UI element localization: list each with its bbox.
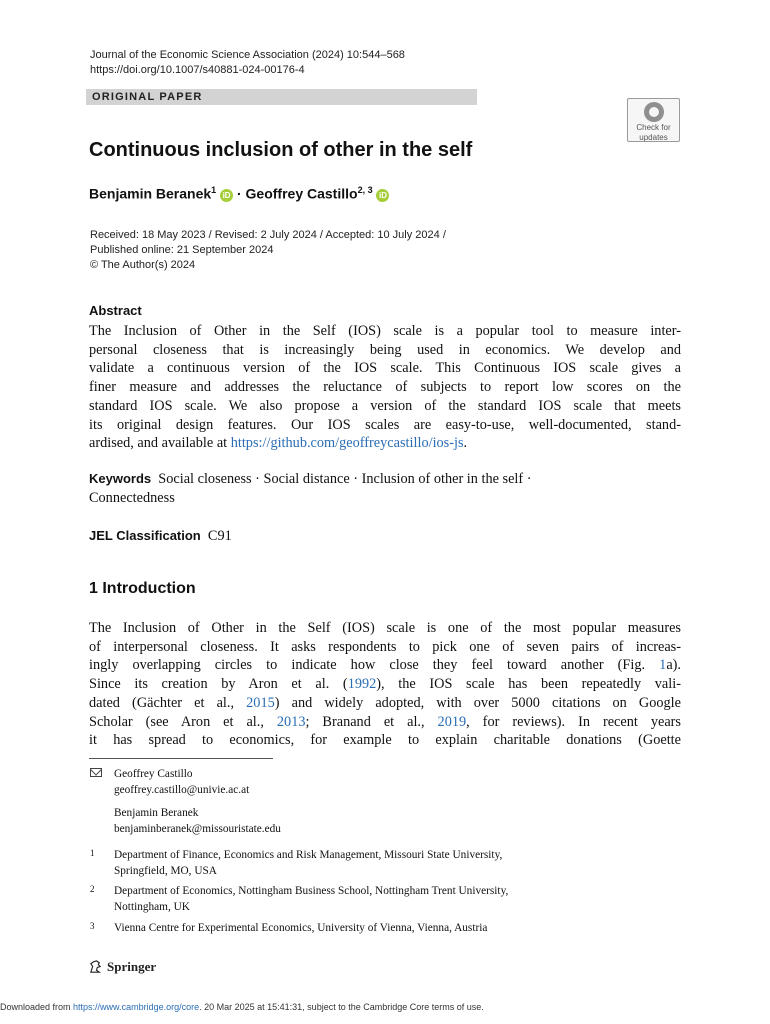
contact-block [114,766,281,837]
abstract-line: its original design features. Our IOS scales are easy-to-use, well-documented, stand- [89,416,681,433]
affiliation: Department of Economics, Nottingham Business School, Nottingham Trent University, Nottingham, UK [114,885,509,913]
affiliation-number: 2 [90,884,95,894]
abstract-heading: Abstract [89,303,142,318]
citation-link[interactable]: 2013 [276,713,306,730]
download-notice: Downloaded from https://www.cambridge.org/core. 20 Mar 2025 at 15:41:31, subject to the Cambridge Core terms of use. [0,1002,484,1012]
affiliation: Department of Finance, Economics and Risk Management, Missouri State University, Springfield, MO, USA [114,849,503,877]
jel-code: C91 [207,528,232,544]
affiliation: Vienna Centre for Experimental Economics, University of Vienna, Vienna, Austria [114,922,488,934]
keywords-block [89,470,681,507]
affiliation-number: 3 [90,921,95,931]
jel-block [89,527,681,546]
abstract-line: The Inclusion of Other in the Self (IOS) scale is a popular tool to measure inter- [89,323,681,339]
affiliation-sup: 2, 3 [357,185,373,195]
keywords-heading: Keywords [89,471,152,486]
keywords-list: Social closeness · Social distance · Inclusion of other in the self · [158,471,532,487]
contact-email[interactable]: benjaminberanek@missouristate.edu [114,823,281,835]
affiliation-sup: 1 [211,185,217,195]
check-for-updates-badge[interactable] [627,98,680,142]
doi-link[interactable]: https://doi.org/10.1007/s40881-024-00176-4 [90,64,305,76]
author-list [89,185,389,202]
contact-name: Geoffrey Castillo [114,768,193,780]
section-heading: 1 Introduction [89,580,196,597]
author-name[interactable]: Benjamin Beranek [89,185,212,202]
citation-link[interactable]: 2019 [437,713,467,730]
badge-label-2: updates [639,133,668,142]
abstract-line: validate a continuous version of the IOS scale. This Continuous IOS scale gives a [89,360,681,377]
abstract-line: personal closeness that is increasingly being used in economics. We develop and [89,341,681,358]
abstract-line: standard IOS scale. We also propose a version of the standard IOS scale that meets [89,397,681,414]
author-name[interactable]: Geoffrey Castillo [245,185,358,202]
keywords-list: Connectedness [89,489,175,506]
affiliation-number: 1 [90,848,95,858]
article-type-bar: ORIGINAL PAPER [86,89,477,105]
orcid-icon[interactable]: iD [220,189,233,202]
contact-email[interactable]: geoffrey.castillo@univie.ac.at [114,784,250,796]
abstract-body [89,322,681,453]
intro-body: The Inclusion of Other in the Self (IOS) scale is one of the most popular measures of interpersonal closeness. It asks respondents to pick one of seven pairs of increas- ingly overlapping circles to indicate how close they feel toward another (Fig. 1a). Since its creation by Aron et al. (1992), the IOS scale has been repeatedly vali- dated (Gächter et al., 2015) and widely adopted, with over 5000 citations on Google Scholar (see Aron et al., 2013; Branand et al., 2019, for reviews). In recent years it has spread to economics, for example to explain charitable donations (Goette [89,620,681,749]
orcid-icon[interactable]: iD [376,189,389,202]
springer-logo [88,959,156,975]
contact-name: Benjamin Beranek [114,807,199,819]
published-date: Published online: 21 September 2024 [90,244,274,256]
cambridge-link[interactable]: https://www.cambridge.org/core [73,1002,200,1012]
copyright: © The Author(s) 2024 [90,259,196,271]
journal-citation: Journal of the Economic Science Association (2024) 10:544–568 [90,49,405,61]
check-for-updates-icon [644,102,664,122]
figure-ref[interactable]: 1 [659,657,667,674]
badge-label-1: Check for [636,123,671,132]
author-separator: · [236,185,242,202]
github-link[interactable]: https://github.com/geoffreycastillo/ios-js [230,435,464,452]
jel-heading: JEL Classification [89,528,201,543]
citation-link[interactable]: 1992 [347,676,377,693]
paper-title: Continuous inclusion of other in the self [89,139,473,161]
envelope-icon [90,768,102,777]
citation-link[interactable]: 2015 [246,694,275,711]
abstract-line: ardised, and available at https://github.com/geoffreycastillo/ios-js. [89,435,468,452]
springer-horse-icon [88,959,103,974]
publisher-name: Springer [107,959,157,974]
abstract-line: finer measure and addresses the reluctance of subjects to report low scores on the [89,379,681,396]
footnote-rule [89,758,273,759]
history-dates: Received: 18 May 2023 / Revised: 2 July 2024 / Accepted: 10 July 2024 / [90,229,446,241]
